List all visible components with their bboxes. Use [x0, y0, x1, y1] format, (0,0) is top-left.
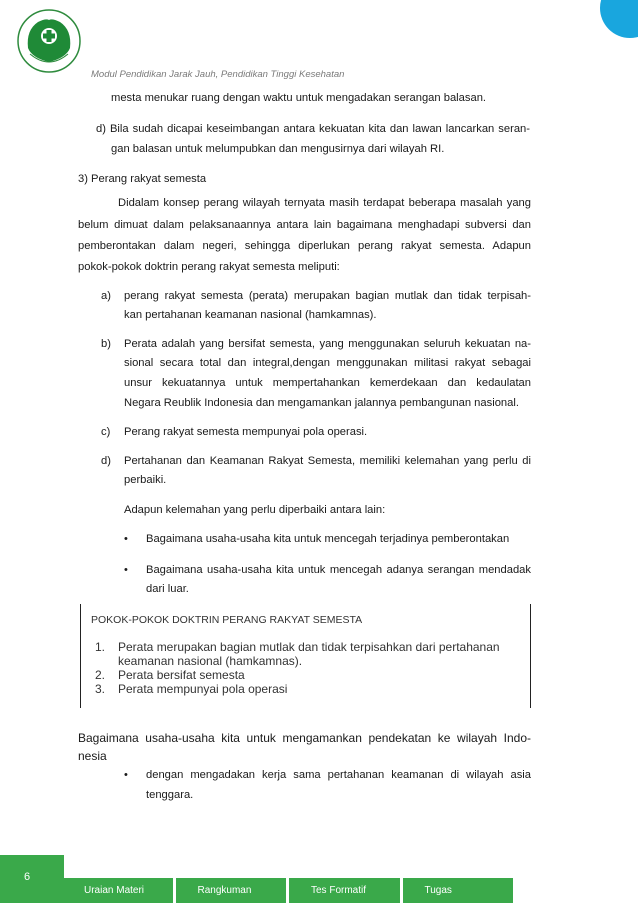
- section-title: 3) Perang rakyat semesta: [78, 173, 207, 185]
- bakti-husada-logo: [16, 8, 82, 74]
- bullet-icon: •: [124, 564, 128, 576]
- module-title: Modul Pendidikan Jarak Jauh, Pendidikan Tinggi Kesehatan: [91, 69, 345, 80]
- paragraph-line: pokok-pokok doktrin perang rakyat semesta meliputi:: [78, 261, 340, 273]
- bullet-item-line: dari luar.: [146, 583, 189, 595]
- question-line: Bagaimana usaha-usaha kita untuk mengamankan pendekatan ke wilayah Indo-: [78, 731, 531, 745]
- summary-item-line: keamanan nasional (hamkamnas).: [118, 654, 303, 668]
- bullet-item-line: Bagaimana usaha-usaha kita untuk mencegah terjadinya pemberontakan: [146, 533, 510, 545]
- nav-rangkuman[interactable]: Rangkuman: [176, 878, 287, 903]
- list-item-line: perbaiki.: [124, 474, 167, 486]
- nav-tugas[interactable]: Tugas: [403, 878, 514, 903]
- answer-line: tenggara.: [146, 789, 194, 801]
- list-item-line: perang rakyat semesta (perata) merupakan bagian mutlak dan tidak terpisah-: [124, 290, 531, 302]
- paragraph-line: belum dimuat dalam pelaksanaannya antara lain bagaimana menghadapi subversi dan: [78, 219, 531, 231]
- summary-item-line: Perata mempunyai pola operasi: [118, 682, 288, 696]
- question-line: nesia: [78, 749, 107, 763]
- item-d-line: d) Bila sudah dicapai keseimbangan antara kekuatan kita dan lawan lancarkan seran-: [96, 123, 530, 135]
- summary-item-line: Perata merupakan bagian mutlak dan tidak terpisahkan dari pertahanan: [118, 640, 500, 654]
- summary-box-title: POKOK-POKOK DOKTRIN PERANG RAKYAT SEMESTA: [91, 614, 363, 626]
- paragraph-line: pemberontakan dalam negeri, sehingga diperlukan perang rakyat semesta. Adapun: [78, 240, 531, 252]
- paragraph-line: Didalam konsep perang wilayah ternyata masih terdapat beberapa masalah yang: [118, 197, 531, 209]
- list-item-line: kan pertahanan keamanan nasional (hamkamnas).: [124, 309, 377, 321]
- corner-decoration: [600, 0, 638, 38]
- list-item-line: unsur kekuatannya untuk mempertahankan kemerdekaan dan kedaulatan: [124, 377, 531, 389]
- bullet-icon: •: [124, 769, 128, 781]
- bullet-item-line: Bagaimana usaha-usaha kita untuk mencegah adanya serangan mendadak: [146, 564, 531, 576]
- answer-line: dengan mengadakan kerja sama pertahanan keamanan di wilayah asia: [146, 769, 531, 781]
- list-item-line: Perata adalah yang bersifat semesta, yang menggunakan seluruh kekuatan na-: [124, 338, 531, 350]
- summary-item-number: 2.: [95, 668, 106, 682]
- list-marker: d): [101, 455, 111, 467]
- text-line: mesta menukar ruang dengan waktu untuk mengadakan serangan balasan.: [111, 92, 487, 104]
- list-item-line: Negara Reublik Indonesia dan mengamankan jalannya pembangunan nasional.: [124, 397, 519, 409]
- list-marker: b): [101, 338, 111, 350]
- list-marker: a): [101, 290, 111, 302]
- summary-item-number: 1.: [95, 640, 106, 654]
- item-d-line: gan balasan untuk melumpubkan dan mengusirnya dari wilayah RI.: [111, 143, 445, 155]
- nav-tes-formatif[interactable]: Tes Formatif: [289, 878, 400, 903]
- summary-item-line: Perata bersifat semesta: [118, 668, 245, 682]
- nav-uraian-materi[interactable]: Uraian Materi: [64, 878, 173, 903]
- list-item-line: sional secara total dan integral,dengan menggunakan militasi rakyat sebagai: [124, 357, 531, 369]
- weakness-intro: Adapun kelemahan yang perlu diperbaiki antara lain:: [124, 504, 386, 516]
- bullet-icon: •: [124, 533, 128, 545]
- list-item-line: Pertahanan dan Keamanan Rakyat Semesta, memiliki kelemahan yang perlu di: [124, 455, 531, 467]
- list-item-line: Perang rakyat semesta mempunyai pola operasi.: [124, 426, 368, 438]
- list-marker: c): [101, 426, 111, 438]
- summary-item-number: 3.: [95, 682, 106, 696]
- summary-box: [80, 604, 531, 708]
- footer-nav: [64, 878, 513, 903]
- page-number: 6: [23, 871, 31, 883]
